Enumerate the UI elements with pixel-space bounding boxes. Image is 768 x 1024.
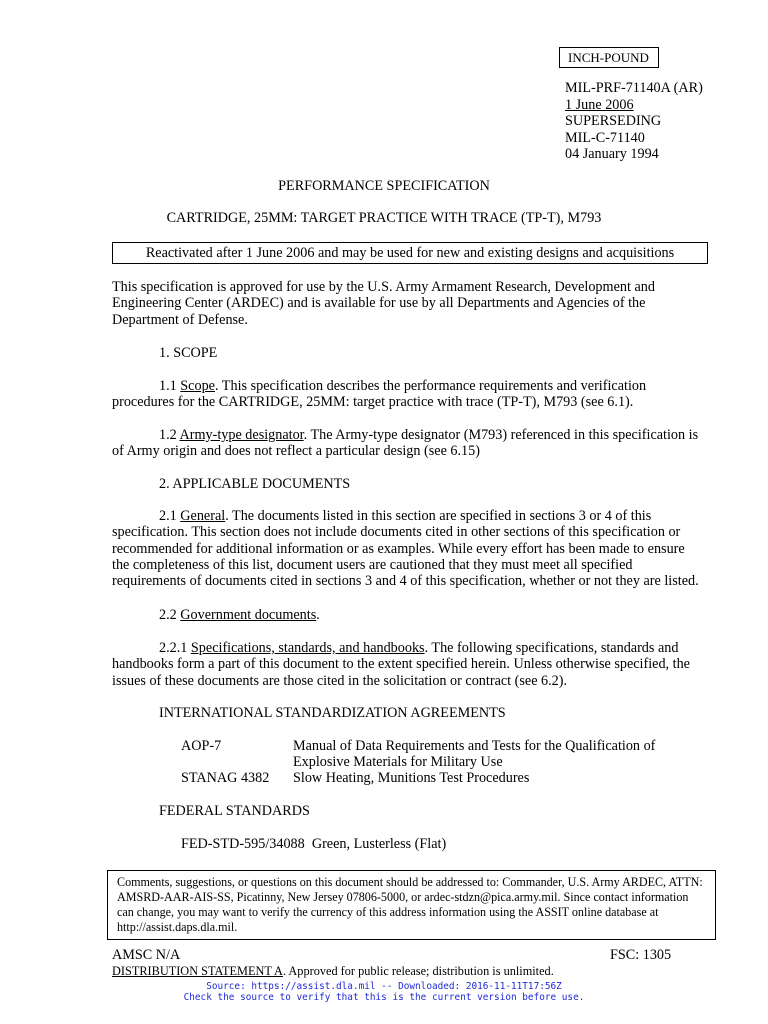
superseded-date: 04 January 1994 <box>565 146 659 162</box>
paragraph-2-2: 2.2 Government documents. <box>159 607 320 623</box>
paragraph-1-1: 1.1 Scope. This specification describes the performance requirements and verification procedures for the CARTRIDGE, 25MM: target practice with trace (TP-T), M793 (see 6.1). <box>112 378 647 411</box>
federal-standards-heading: FEDERAL STANDARDS <box>159 803 310 819</box>
doc-description: Manual of Data Requirements and Tests for the Qualification of Explosive Materials for Military Use <box>293 738 656 771</box>
document-identifier <box>565 80 755 163</box>
paragraph-1-2: 1.2 Army-type designator. The Army-type designator (M793) referenced in this specification is of Army origin and does not reflect a particular design (see 6.15) <box>112 427 699 460</box>
scope-title: Scope <box>180 378 215 394</box>
specs-standards-handbooks-title: Specifications, standards, and handbooks <box>190 640 425 656</box>
reactivated-note: Reactivated after 1 June 2006 and may be used for new and existing designs and acquisitions <box>112 242 708 264</box>
superseding-label: SUPERSEDING <box>565 113 662 129</box>
section1-heading: 1. SCOPE <box>159 345 218 361</box>
isa-doc-row <box>181 770 721 786</box>
comments-box: Comments, suggestions, or questions on this document should be addressed to: Commander, U.S. Army ARDEC, ATTN: AMSRD-AAR-AIS-SS, Picatinny, New Jersey 07806-5000, or ardec-stdzn@pica.army.mil. Since contact information can change, you may want to verify the currency of this address information using the ASSIT online database at http://assist.daps.dla.mil. <box>107 870 716 940</box>
inch-pound-box: INCH-POUND <box>559 47 659 68</box>
distribution-label: DISTRIBUTION STATEMENT A <box>112 964 283 978</box>
doc-date: 1 June 2006 <box>565 96 634 113</box>
source-line: Source: https://assist.dla.mil -- Downloaded: 2016-11-11T17:56Z <box>206 981 562 992</box>
isa-doc-row <box>181 738 721 771</box>
amsc-label: AMSC N/A <box>112 947 181 963</box>
paragraph-2-2-1: 2.2.1 Specifications, standards, and handbooks. The following specifications, standards and handbooks form a part of this document to the extent specified herein. Unless otherwise specified, the issues of these documents are those cited in the solicitation or contract (see 6.2). <box>112 640 690 689</box>
doc-code: STANAG 4382 <box>181 770 270 786</box>
isa-heading: INTERNATIONAL STANDARDIZATION AGREEMENTS <box>159 705 506 721</box>
section2-heading: 2. APPLICABLE DOCUMENTS <box>159 476 351 492</box>
distribution-statement: DISTRIBUTION STATEMENT A. Approved for public release; distribution is unlimited. <box>112 964 554 978</box>
superseded-doc: MIL-C-71140 <box>565 129 645 146</box>
fsc-label: FSC: 1305 <box>610 947 672 963</box>
doc-code: AOP-7 <box>181 738 222 754</box>
doc-description: Slow Heating, Munitions Test Procedures <box>293 770 530 786</box>
army-type-designator-title: Army-type designator <box>179 427 304 443</box>
paragraph-2-1: 2.1 General. The documents listed in this section are specified in sections 3 or 4 of this specification. This section does not include documents cited in other sections of this specification or recommended for additional information or as examples. While every effort has been made to ensure the completeness of this list, document users are cautioned that they must meet all specified requirements of documents cited in sections 3 and 4 of this specification, whether or not they are listed. <box>112 508 699 590</box>
spec-type: PERFORMANCE SPECIFICATION <box>278 178 490 194</box>
verify-line: Check the source to verify that this is the current version before use. <box>183 992 585 1003</box>
federal-standard-doc: FED-STD-595/34088 Green, Lusterless (Flat) <box>181 836 447 852</box>
doc-number: MIL-PRF-71140A (AR) <box>565 80 703 96</box>
government-documents-title: Government documents <box>180 607 317 623</box>
intro-paragraph: This specification is approved for use by the U.S. Army Armament Research, Development and Engineering Center (ARDEC) and is available for use by all Departments and Agencies of the Department of Defense. <box>112 279 655 328</box>
general-title: General <box>180 508 226 524</box>
spec-title: CARTRIDGE, 25MM: TARGET PRACTICE WITH TRACE (TP-T), M793 <box>166 210 602 226</box>
